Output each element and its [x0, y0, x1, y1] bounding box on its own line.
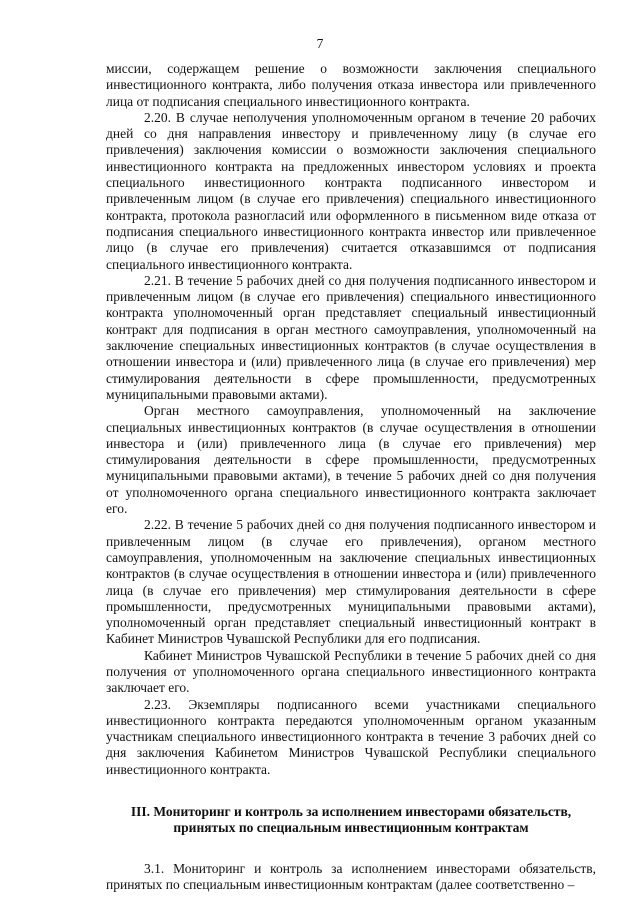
paragraphs-after-heading [106, 861, 596, 894]
paragraph-2-22: 2.22. В течение 5 рабочих дней со дня получения подписанного инвестором и привлеченным лицом (в случае его привлечения), органом местного самоуправления, уполномоченным на заключение специальных инвестиционных контрактов (в случае осуществления в отношении инвестора и (или) привлеченного лица (в случае его привлечения) мер стимулирования деятельности в сфере промышленности, предусмотренных муниципальными правовыми актами), уполномоченный орган представляет специальный инвестиционный контракт в Кабинет Министров Чувашской Республики для его подписания. [106, 517, 596, 647]
document-body [106, 61, 596, 893]
section-heading-line-1: III. Мониторинг и контроль за исполнением инвесторами обязательств, [130, 804, 572, 820]
paragraphs-before-heading [106, 61, 596, 778]
paragraph-continuation: миссии, содержащем решение о возможности заключения специального инвестиционного контракта, либо получения отказа инвестора или привлеченного лица от подписания специального инвестиционного контракта. [106, 61, 596, 109]
section-heading-line-2: принятых по специальным инвестиционным контрактам [173, 820, 529, 836]
page-number: 7 [316, 36, 324, 51]
paragraph-2-21-local-authority: Орган местного самоуправления, уполномоченный на заключение специальных инвестиционных контрактов (в случае осуществления в отношении инвестора и (или) привлеченного лица (в случае его привлечения) мер стимулирования деятельности в сфере промышленности, предусмотренных муниципальными правовыми актами), в течение 5 рабочих дней со дня получения от уполномоченного органа специального инвестиционного контракта заключает его. [106, 403, 596, 517]
section-heading [106, 804, 596, 837]
paragraph-2-23: 2.23. Экземпляры подписанного всеми участниками специального инвестиционного контракта передаются уполномоченным органом указанным участникам специального инвестиционного контракта в течение 3 рабочих дней со дня заключения Кабинетом Министров Чувашской Республики специального инвестиционного контракта. [106, 696, 596, 777]
paragraph-2-20: 2.20. В случае неполучения уполномоченным органом в течение 20 рабочих дней со дня направления инвестору и привлеченному лицу (в случае его привлечения) заключения комиссии о возможности заключения специального инвестиционного контракта на предложенных инвестором условиях и проекта специального инвестиционного контракта подписанного инвестором и привлеченным лицом (в случае его привлечения) специального инвестиционного контракта, протокола разногласий или оформленного в письменном виде отказа от подписания специального инвестиционного контракта инвестор или привлеченное лицо (в случае его привлечения) считается отказавшимся от подписания специального инвестиционного контракта. [106, 109, 596, 272]
paragraph-2-22-cabinet: Кабинет Министров Чувашской Республики в течение 5 рабочих дней со дня получения от уполномоченного органа специального инвестиционного контракта заключает его. [106, 647, 596, 696]
paragraph-3-1: 3.1. Мониторинг и контроль за исполнением инвесторами обязательств, принятых по специальным инвестиционным контрактам (далее соответственно – [106, 860, 596, 892]
paragraph-2-21: 2.21. В течение 5 рабочих дней со дня получения подписанного инвестором и привлеченным лицом (в случае его привлечения) специального инвестиционного контракта уполномоченный орган представляет специальный инвестиционный контракт для подписания в орган местного самоуправления, уполномоченный на заключение специальных инвестиционных контрактов (в случае осуществления в отношении инвестора и (или) привлеченного лица (в случае его привлечения) мер стимулирования деятельности в сфере промышленности, предусмотренных муниципальными правовыми актами). [106, 272, 596, 402]
